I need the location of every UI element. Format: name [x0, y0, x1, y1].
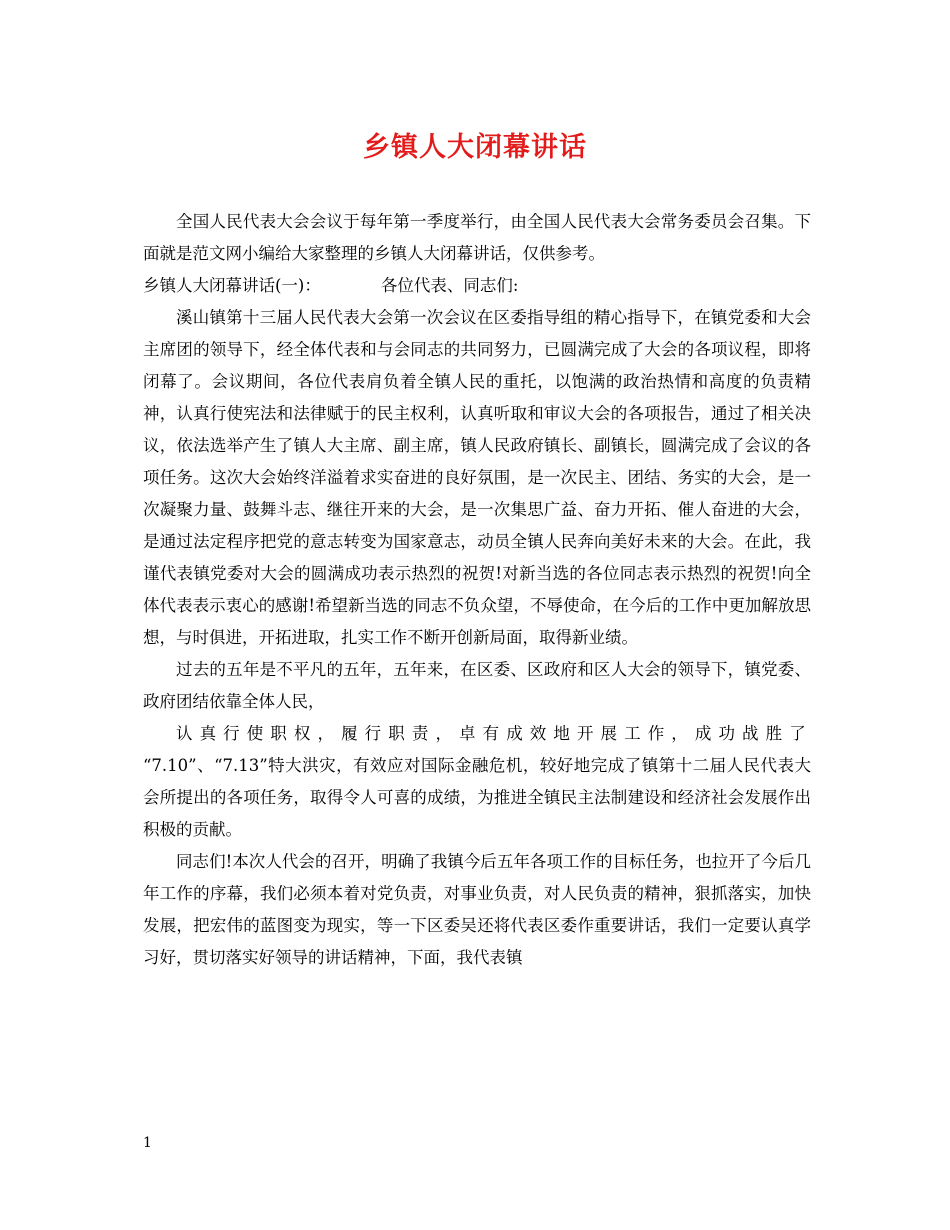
- intro-paragraph: 全国人民代表大会会议于每年第一季度举行，由全国人民代表大会常务委员会召集。下面就是范文网小编给大家整理的乡镇人大闭幕讲话，仅供参考。: [143, 212, 811, 263]
- paragraph-1: 溪山镇第十三届人民代表大会第一次会议在区委指导组的精心指导下，在镇党委和大会主席团的领导下，经全体代表和与会同志的共同努力，已圆满完成了大会的各项议程，即将闭幕了。会议期间，各位代表肩负着全镇人民的重托，以饱满的政治热情和高度的负责精神，认真行使宪法和法律赋于的民主权利，认真听取和审议大会的各项报告，通过了相关决议，依法选举产生了镇人大主席、副主席，镇人民政府镇长、副镇长，圆满完成了会议的各项任务。这次大会始终洋溢着求实奋进的良好氛围，是一次民主、团结、务实的大会，是一次凝聚力量、鼓舞斗志、继往开来的大会，是一次集思广益、奋力开拓、催人奋进的大会，是通过法定程序把党的意志转变为国家意志，动员全镇人民奔向美好未来的大会。在此，我谨代表镇党委对大会的圆满成功表示热烈的祝贺!对新当选的各位同志表示热烈的祝贺!向全体代表表示衷心的感谢!希望新当选的同志不负众望，不辱使命，在今后的工作中更加解放思想，与时俱进，开拓进取，扎实工作不断开创新局面，取得新业绩。: [143, 308, 811, 647]
- section-heading-line: [143, 270, 811, 302]
- page-number: 1: [143, 1135, 152, 1151]
- document-title: 乡镇人大闭幕讲话: [363, 132, 587, 163]
- paragraph-3-continued: “7.10”、“7.13”特大洪灾，有效应对国际金融危机，较好地完成了镇第十二届人民代表大会所提出的各项任务，取得令人可喜的成绩，为推进全镇民主法制建设和经济社会发展作出积极的贡献。: [143, 756, 811, 839]
- paragraph-4: 同志们!本次人代会的召开，明确了我镇今后五年各项工作的目标任务，也拉开了今后几年工作的序幕，我们必须本着对党负责，对事业负责，对人民负责的精神，狠抓落实，加快发展，把宏伟的蓝图变为现实，等一下区委吴还将代表区委作重要讲话，我们一定要认真学习好，贯切落实好领导的讲话精神，下面，我代表镇: [143, 852, 811, 967]
- document-body: [143, 206, 811, 974]
- paragraph-3-first-line: 认真行使职权，履行职责，卓有成效地开展工作，成功战胜了: [176, 724, 811, 743]
- paragraph-2: 过去的五年是不平凡的五年，五年来，在区委、区政府和区人大会的领导下，镇党委、政府团结依靠全体人民，: [143, 660, 811, 711]
- section-heading: 乡镇人大闭幕讲话(一)：: [143, 276, 321, 295]
- salutation: 各位代表、同志们:: [380, 276, 519, 295]
